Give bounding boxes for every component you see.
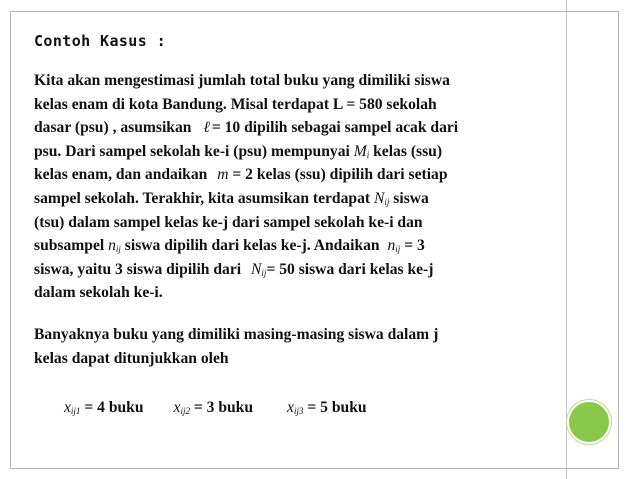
N-symbol: N bbox=[373, 189, 385, 207]
para1-line-6 bbox=[34, 187, 574, 211]
para1-line-4 bbox=[34, 140, 574, 164]
N-subscript-2: ij bbox=[261, 267, 267, 278]
summary-paragraph bbox=[34, 323, 574, 370]
x-symbol-3 bbox=[287, 399, 303, 417]
para1-line-6-b: siswa bbox=[389, 189, 429, 207]
para1-line-7: (tsu) dalam sampel kelas ke-j dari sampel sekolah ke-i dan bbox=[34, 213, 423, 231]
example-x-ij3 bbox=[287, 399, 367, 417]
green-circle-decoration bbox=[567, 400, 611, 444]
x-subscript-2: ij2 bbox=[180, 406, 190, 416]
para1-line-3-b: = 10 dipilih sebagai sampel acak dari bbox=[211, 119, 459, 137]
n-symbol: n bbox=[108, 237, 116, 255]
x-symbol-2 bbox=[174, 399, 190, 417]
para1-line-3-a: dasar (psu) , asumsikan bbox=[34, 119, 196, 137]
x-subscript-1: ij1 bbox=[70, 406, 81, 416]
n-symbol-2: n bbox=[387, 237, 396, 255]
para2-line-1: Banyaknya buku yang dimiliki masing-masing siswa dalam j bbox=[34, 326, 439, 343]
n-subscript-2: ij bbox=[395, 244, 401, 255]
para1-line-8 bbox=[34, 234, 574, 258]
para1-line-8-a: subsampel bbox=[34, 237, 109, 255]
m-symbol: m bbox=[217, 166, 229, 184]
para1-line-4-b: kelas (ssu) bbox=[369, 142, 443, 160]
para1-line-9-b: = 50 siswa dari kelas ke-j bbox=[266, 260, 434, 278]
para1-line-4-a: psu. Dari sampel sekolah ke-i (psu) mempunyai bbox=[34, 142, 354, 160]
M-subscript: i bbox=[366, 149, 370, 160]
para1-line-6-a: sampel sekolah. Terakhir, kita asumsikan terdapat bbox=[34, 189, 374, 207]
x-subscript-3: ij3 bbox=[293, 406, 304, 416]
n-subscript: ij bbox=[115, 244, 121, 255]
example-x-ij1 bbox=[64, 399, 144, 417]
para1-line-10: dalam sekolah ke-i. bbox=[34, 284, 163, 302]
para1-line-9-a: siswa, yaitu 3 siswa dipilih dari bbox=[34, 260, 246, 278]
slide-title: Contoh Kasus : bbox=[34, 32, 167, 50]
example-value-3: = 5 buku bbox=[303, 399, 367, 416]
para2-line-2: kelas dapat ditunjukkan oleh bbox=[34, 349, 229, 367]
para1-line-9 bbox=[34, 258, 574, 282]
x-symbol-1 bbox=[64, 399, 80, 417]
case-paragraph bbox=[34, 69, 574, 305]
x-letter-1: x bbox=[64, 399, 71, 416]
M-symbol: M bbox=[353, 142, 367, 160]
x-letter-3: x bbox=[287, 399, 294, 416]
para1-line-8-c: = 3 bbox=[400, 237, 425, 255]
example-value-1: = 4 buku bbox=[80, 399, 144, 416]
example-value-2: = 3 buku bbox=[189, 399, 254, 416]
para1-line-1: Kita akan mengestimasi jumlah total buku yang dimiliki siswa bbox=[34, 72, 450, 89]
para1-line-8-b: siswa dipilih dari kelas ke-j. Andaikan bbox=[120, 237, 384, 255]
N-symbol-2: N bbox=[251, 260, 262, 278]
para1-line-3 bbox=[34, 116, 574, 140]
para1-line-2: kelas enam di kota Bandung. Misal terdapat L = 580 sekolah bbox=[34, 95, 437, 113]
para1-line-5-a: kelas enam, dan andaikan bbox=[34, 166, 212, 184]
x-letter-2: x bbox=[173, 399, 181, 416]
ell-symbol: ℓ bbox=[203, 119, 210, 137]
N-subscript: ij bbox=[384, 196, 390, 207]
para1-line-5 bbox=[34, 163, 574, 187]
example-values bbox=[64, 399, 367, 417]
example-x-ij2 bbox=[174, 399, 254, 417]
para1-line-5-b: = 2 kelas (ssu) dipilih dari setiap bbox=[228, 166, 448, 184]
N-ij-symbol-2 bbox=[251, 258, 266, 286]
